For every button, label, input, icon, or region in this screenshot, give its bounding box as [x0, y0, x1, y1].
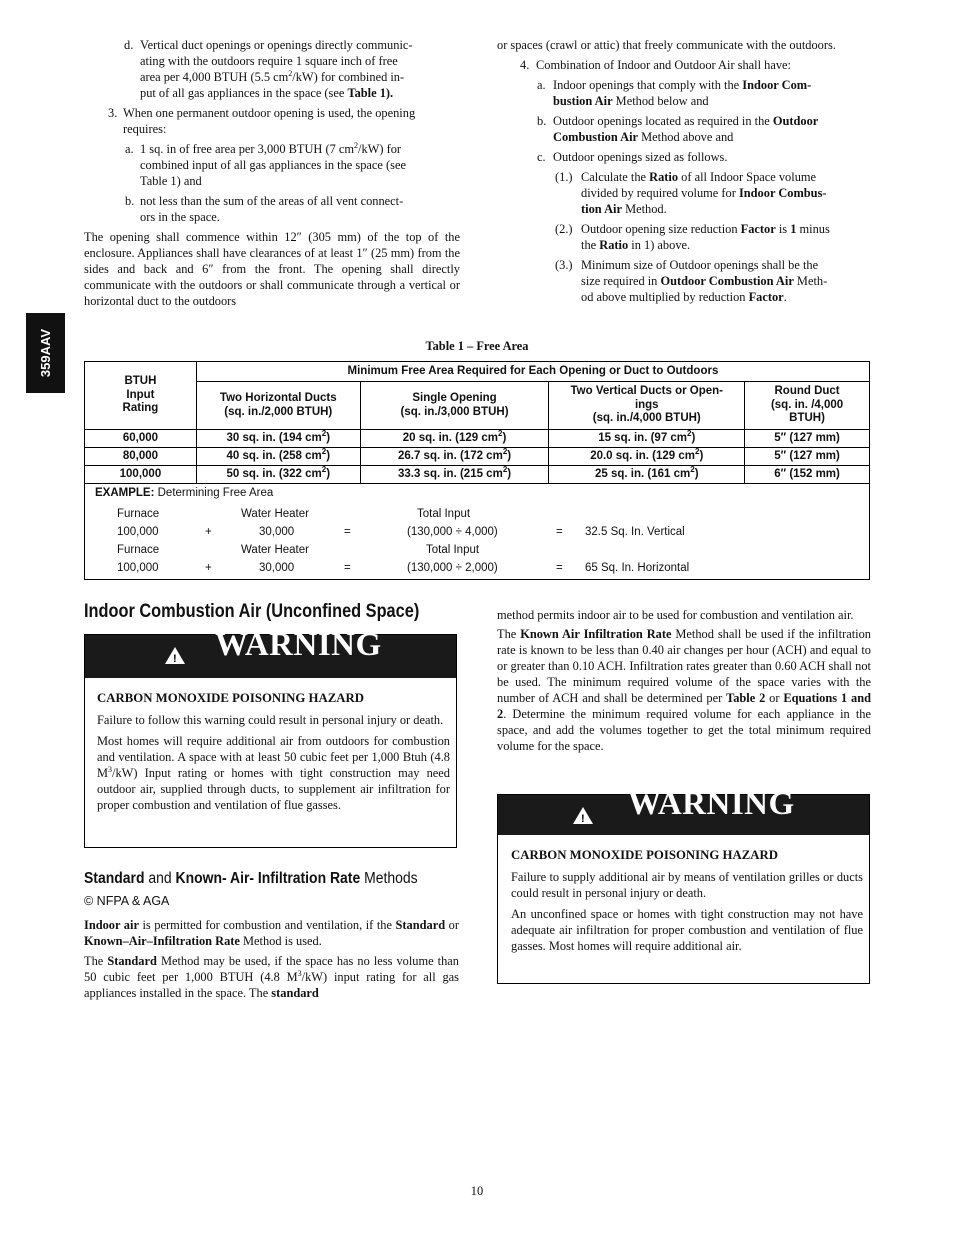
example-value: (130,000 ÷ 4,000) [407, 526, 498, 538]
list-item-a [497, 77, 871, 109]
example-value: 100,000 [117, 526, 159, 538]
cell: 15 sq. in. (97 $cm^2$) [549, 430, 745, 448]
table [84, 361, 870, 580]
list-item-d [84, 37, 460, 101]
warning-title: WARNING [215, 627, 382, 663]
cell-btuh: 80,000 [85, 448, 197, 466]
text-line: combined input of all gas appliances in the space (see [140, 158, 406, 172]
example-title: EXAMPLE: Determining Free Area [95, 487, 274, 499]
sub-item-2 [497, 221, 871, 253]
text-line: put of all gas appliances in the space (see Table 1). [140, 86, 394, 100]
list-item-b [84, 193, 460, 225]
sub-item-3 [497, 257, 871, 305]
text-line: the Ratio in 1) above. [581, 238, 691, 252]
warning-box [84, 627, 457, 848]
example-operator: = [344, 526, 351, 538]
text-line: When one permanent outdoor opening is used, the opening [123, 106, 416, 120]
hazard-heading: CARBON MONOXIDE POISONING HAZARD [97, 691, 364, 705]
right-column-bottom [497, 607, 871, 754]
item-label: d. [124, 38, 134, 52]
paragraph: Indoor air is permitted for combustion and ventilation, if the Standard or Known–Air–Infiltration Rate Method is used. [84, 918, 459, 948]
text-line: Outdoor openings sized as follows. [553, 150, 728, 164]
text-line: Minimum size of Outdoor openings shall be the [581, 258, 819, 272]
warning-box [497, 786, 870, 984]
header-btuh: BTUH Input Rating [85, 362, 197, 430]
example-label: Total Input [417, 508, 471, 520]
example-value: 30,000 [259, 526, 295, 538]
text-line: od above multiplied by reduction Factor. [581, 290, 787, 304]
item-label: a. [537, 78, 546, 92]
cell: 6″ (152 mm) [745, 466, 870, 484]
example-cell [85, 484, 870, 580]
cell: 25 sq. in. (161 $cm^2$) [549, 466, 745, 484]
cell: 26.7 sq. in. (172 $cm^2$) [360, 448, 549, 466]
text-line: size required in Outdoor Combustion Air Meth- [581, 274, 828, 288]
item-label: a. [125, 142, 134, 156]
section-title: Indoor Combustion Air (Unconfined Space) [84, 601, 420, 622]
example-result: 65 Sq. In. Horizontal [585, 562, 690, 574]
item-label: 4. [520, 58, 530, 72]
list-item-4 [497, 57, 871, 73]
cell: 5″ (127 mm) [745, 430, 870, 448]
text-line: Table 1) and [140, 174, 202, 188]
text-line: Calculate the Ratio of all Indoor Space volume [581, 170, 817, 184]
table-caption: Table 1 – Free Area [425, 339, 529, 353]
example-operator: = [344, 562, 351, 574]
header-two-vertical: Two Vertical Ducts or Open- ings (sq. in./4,000 BTUH) [549, 382, 745, 430]
text-line: ors in the space. [140, 210, 220, 224]
item-label: c. [537, 150, 546, 164]
header-single-opening: Single Opening (sq. in./3,000 BTUH) [360, 382, 549, 430]
header-round-duct: Round Duct (sq. in. /4,000 BTUH) [745, 382, 870, 430]
cell: 20 sq. in. (129 $cm^2$) [360, 430, 549, 448]
text-line: 1 sq. in of free area per 3,000 BTUH (7 $cm^2/kW$) for [140, 140, 402, 156]
example-operator: = [556, 526, 563, 538]
example-label: Water Heater [241, 544, 309, 556]
header-group: Minimum Free Area Required for Each Opening or Duct to Outdoors [196, 362, 869, 382]
warning-body [85, 690, 456, 813]
example-value: 100,000 [117, 562, 159, 574]
text-line: Indoor openings that comply with the Indoor Com- [553, 78, 812, 92]
copyright-line: © NFPA & AGA [84, 894, 170, 908]
cell-btuh: 100,000 [85, 466, 197, 484]
table-row [85, 448, 870, 466]
item-label: (3.) [555, 258, 573, 272]
list-item-a [84, 141, 460, 189]
example-result: 32.5 Sq. In. Vertical [585, 526, 685, 538]
item-label: b. [125, 194, 135, 208]
cell: 50 sq. in. (322 $cm^2$) [196, 466, 360, 484]
cell: 5″ (127 mm) [745, 448, 870, 466]
free-area-table [84, 361, 870, 580]
warning-triangle-icon: ! [573, 807, 593, 824]
warning-title: WARNING [628, 786, 795, 822]
text-line: not less than the sum of the areas of all vent connect- [140, 194, 404, 208]
example-label: Furnace [117, 508, 160, 520]
cell: 20.0 sq. in. (129 $cm^2$) [549, 448, 745, 466]
table-row [85, 430, 870, 448]
warning-body [498, 847, 869, 954]
subheading: Standard and Known- Air- Infiltration Rate Methods [84, 870, 418, 887]
paragraph: The Known Air Infiltration Rate Method shall be used if the infiltration rate is known to be less than 0.40 air changes per hour (ACH) and equal to or greater than 0.10 ACH. Infiltration rates greater than 0.60 ACH shall not be used. The minimum required volume of the space varies with the number of ACH and shall be determined per Table 2 or Equations 1 and 2. Determine the minimum required volume for each appliance in the space, and add the volumes together to get the total minimum required volume for the space. [497, 627, 871, 753]
example-operator: + [205, 562, 212, 574]
example-value: (130,000 ÷ 2,000) [407, 562, 498, 574]
item-label: (1.) [555, 170, 573, 184]
warning-bar [85, 627, 456, 678]
left-column-bottom [84, 917, 459, 1001]
text-line: tion Air Method. [581, 202, 667, 216]
header-two-horizontal: Two Horizontal Ducts (sq. in./2,000 BTUH) [196, 382, 360, 430]
example-label: Water Heater [241, 508, 309, 520]
paragraph: Failure to supply additional air by means of ventilation grilles or ducts could result in personal injury or death. [511, 870, 863, 900]
example-operator: = [556, 562, 563, 574]
text-line: divided by required volume for Indoor Combus- [581, 186, 827, 200]
text-line: ating with the outdoors require 1 square inch of free [140, 54, 398, 68]
text-line: bustion Air Method below and [553, 94, 709, 108]
text-line: Outdoor opening size reduction Factor is 1 minus [581, 222, 830, 236]
table-row [85, 466, 870, 484]
cell-btuh: 60,000 [85, 430, 197, 448]
cell: 30 sq. in. (194 $cm^2$) [196, 430, 360, 448]
sub-item-1 [497, 169, 871, 217]
warning-triangle-icon: ! [165, 647, 185, 664]
paragraph: An unconfined space or homes with tight construction may not have adequate air infiltration for proper combustion and ventilation of flue gasses. Most homes will require additional air. [511, 907, 863, 953]
paragraph: or spaces (crawl or attic) that freely communicate with the outdoors. [497, 38, 836, 52]
warning-bar [498, 786, 869, 835]
example-label: Furnace [117, 544, 160, 556]
paragraph: The Standard Method may be used, if the space has no less volume than 50 cubic feet per 1,000 BTUH (4.8 $M^3/kW$) input rating for all gas appliances installed in the space. The standard [84, 954, 459, 1000]
example-value: 30,000 [259, 562, 295, 574]
hazard-heading: CARBON MONOXIDE POISONING HAZARD [511, 848, 778, 862]
list-item-3 [84, 105, 460, 137]
text-line: area per 4,000 BTUH (5.5 $cm^2/kW$) for combined in- [140, 68, 405, 84]
item-label: 3. [108, 106, 118, 120]
text-line: Combination of Indoor and Outdoor Air shall have: [536, 58, 791, 72]
left-column-top [84, 37, 460, 309]
paragraph: Most homes will require additional air from outdoors for combustion and ventilation. A space with at least 50 cubic feet per 1,000 Btuh (4.8 $M^3/kW$) Input rating or homes with tight construction may need outdoor air, supplied through ducts, to supplement air infiltration for proper combustion and ventilation of flue gasses. [97, 734, 450, 812]
cell: 33.3 sq. in. (215 $cm^2$) [360, 466, 549, 484]
right-column-top [497, 37, 871, 305]
cell: 40 sq. in. (258 $cm^2$) [196, 448, 360, 466]
text-line: Combustion Air Method above and [553, 130, 734, 144]
side-tab [26, 313, 65, 393]
text-line: Outdoor openings located as required in the Outdoor [553, 114, 819, 128]
side-tab-label: 359AAV [37, 328, 53, 378]
example-operator: + [205, 526, 212, 538]
list-item-b [497, 113, 871, 145]
item-label: b. [537, 114, 547, 128]
page-number: 10 [470, 1184, 484, 1198]
paragraph: method permits indoor air to be used for combustion and ventilation air. [497, 608, 854, 622]
list-item-c [497, 149, 871, 165]
item-label: (2.) [555, 222, 573, 236]
text-line: requires: [123, 122, 167, 136]
paragraph: The opening shall commence within 12″ (305 mm) of the top of the enclosure. Appliances shall have clearances of at least 1″ (25 mm) from the sides and back and 6″ from the front. The opening shall directly communicate with the outdoors or shall communicate through a vertical or horizontal duct to the outdoors [84, 230, 460, 308]
example-label: Total Input [426, 544, 480, 556]
paragraph: Failure to follow this warning could result in personal injury or death. [97, 713, 444, 727]
text-line: Vertical duct openings or openings directly communic- [140, 38, 413, 52]
